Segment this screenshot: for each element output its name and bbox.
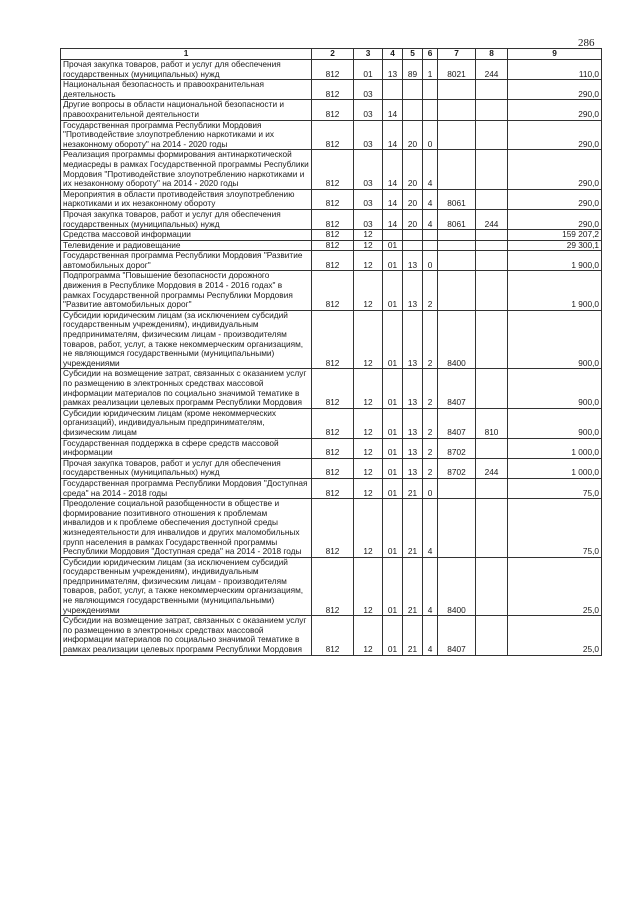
row-code-cell <box>438 230 476 241</box>
row-sum-cell: 290,0 <box>508 100 602 120</box>
row-code-cell: 812 <box>312 310 354 369</box>
row-code-cell: 812 <box>312 60 354 80</box>
row-code-cell: 0 <box>423 120 438 150</box>
row-code-cell: 244 <box>476 209 508 229</box>
row-code-cell: 4 <box>423 150 438 189</box>
row-code-cell: 12 <box>354 557 383 616</box>
row-code-cell <box>423 240 438 251</box>
row-code-cell <box>438 150 476 189</box>
row-code-cell: 244 <box>476 458 508 478</box>
row-code-cell: 0 <box>423 478 438 498</box>
row-name-cell: Государственная программа Республики Мордовия "Развитие автомобильных дорог" <box>61 251 312 271</box>
row-code-cell <box>438 80 476 100</box>
row-code-cell: 2 <box>423 458 438 478</box>
row-code-cell: 2 <box>423 310 438 369</box>
table-row <box>61 120 602 150</box>
row-code-cell: 812 <box>312 499 354 558</box>
row-code-cell: 2 <box>423 271 438 310</box>
row-code-cell: 03 <box>354 189 383 209</box>
header-cell: 1 <box>61 49 312 60</box>
row-code-cell: 13 <box>383 60 403 80</box>
row-name-cell: Субсидии на возмещение затрат, связанных с оказанием услуг по размещению в электронных средствах массовой информации материалов по социально значимой тематике в рамках реализации целевых программ Республики Мордовия <box>61 616 312 655</box>
row-code-cell: 14 <box>383 150 403 189</box>
table-row <box>61 557 602 616</box>
row-name-cell: Реализация программы формирования антинаркотической медиасреды в рамках Государственной программы Республики Мордовия "Противодействие злоупотреблению наркотиками и их незаконному обороту" на 2014 - 2020 годы <box>61 150 312 189</box>
row-name-cell: Средства массовой информации <box>61 230 312 241</box>
row-code-cell <box>476 499 508 558</box>
row-code-cell <box>438 478 476 498</box>
row-name-cell: Прочая закупка товаров, работ и услуг для обеспечения государственных (муниципальных) нужд <box>61 458 312 478</box>
row-name-cell: Субсидии юридическим лицам (за исключением субсидий государственным учреждениям), индивидуальным предпринимателям, физическим лицам - производителям товаров, работ, услуг, а также некоммерческим организациям, не являющимся государственными (муниципальными) учреждениями <box>61 557 312 616</box>
header-cell: 7 <box>438 49 476 60</box>
row-code-cell <box>476 240 508 251</box>
row-code-cell <box>476 369 508 408</box>
row-code-cell: 812 <box>312 120 354 150</box>
table-row <box>61 458 602 478</box>
table-row <box>61 271 602 310</box>
row-code-cell: 2 <box>423 408 438 438</box>
row-code-cell: 20 <box>403 209 423 229</box>
header-cell: 5 <box>403 49 423 60</box>
row-code-cell <box>403 100 423 120</box>
row-code-cell: 13 <box>403 251 423 271</box>
row-sum-cell: 25,0 <box>508 557 602 616</box>
row-code-cell <box>438 499 476 558</box>
row-code-cell: 2 <box>423 369 438 408</box>
row-code-cell <box>476 100 508 120</box>
row-code-cell <box>476 310 508 369</box>
row-code-cell: 0 <box>423 251 438 271</box>
row-name-cell: Национальная безопасность и правоохранительная деятельность <box>61 80 312 100</box>
row-code-cell: 01 <box>383 310 403 369</box>
row-name-cell: Другие вопросы в области национальной безопасности и правоохранительной деятельности <box>61 100 312 120</box>
row-code-cell: 14 <box>383 120 403 150</box>
row-code-cell: 12 <box>354 271 383 310</box>
row-code-cell: 03 <box>354 100 383 120</box>
row-code-cell: 89 <box>403 60 423 80</box>
row-code-cell <box>476 120 508 150</box>
table-body <box>61 60 602 656</box>
row-code-cell <box>476 251 508 271</box>
page-number: 286 <box>578 37 595 49</box>
header-cell: 8 <box>476 49 508 60</box>
row-code-cell <box>383 230 403 241</box>
row-code-cell <box>403 80 423 100</box>
row-name-cell: Субсидии на возмещение затрат, связанных с оказанием услуг по размещению в электронных средствах массовой информации материалов по социально значимой тематике в рамках реализации целевых программ Республики Мордовия <box>61 369 312 408</box>
row-code-cell: 812 <box>312 230 354 241</box>
row-code-cell: 01 <box>383 408 403 438</box>
row-code-cell <box>476 438 508 458</box>
row-code-cell: 13 <box>403 408 423 438</box>
row-code-cell: 03 <box>354 209 383 229</box>
row-code-cell: 8407 <box>438 369 476 408</box>
row-sum-cell: 290,0 <box>508 150 602 189</box>
header-cell: 9 <box>508 49 602 60</box>
row-code-cell: 20 <box>403 120 423 150</box>
row-code-cell: 8061 <box>438 209 476 229</box>
row-code-cell: 01 <box>383 240 403 251</box>
row-code-cell <box>423 100 438 120</box>
row-code-cell: 2 <box>423 438 438 458</box>
table-row <box>61 150 602 189</box>
row-sum-cell: 1 900,0 <box>508 271 602 310</box>
row-code-cell: 12 <box>354 438 383 458</box>
row-code-cell: 01 <box>383 499 403 558</box>
table-row <box>61 209 602 229</box>
table-row <box>61 616 602 655</box>
row-code-cell: 1 <box>423 60 438 80</box>
row-name-cell: Преодоление социальной разобщенности в обществе и формирование позитивного отношения к проблемам инвалидов и к проблеме обеспечения доступной среды жизнедеятельности для инвалидов и других маломобильных групп населения в рамках Государственной программы Республики Мордовия "Доступная среда" на 2014 - 2018 годы <box>61 499 312 558</box>
row-code-cell <box>403 230 423 241</box>
row-sum-cell: 900,0 <box>508 310 602 369</box>
row-code-cell: 21 <box>403 478 423 498</box>
header-cell: 4 <box>383 49 403 60</box>
row-code-cell: 13 <box>403 271 423 310</box>
table-row <box>61 80 602 100</box>
row-code-cell: 03 <box>354 120 383 150</box>
row-code-cell <box>403 240 423 251</box>
row-code-cell: 12 <box>354 240 383 251</box>
row-code-cell: 812 <box>312 100 354 120</box>
table-row <box>61 438 602 458</box>
table-row <box>61 478 602 498</box>
table-row <box>61 60 602 80</box>
row-sum-cell: 110,0 <box>508 60 602 80</box>
header-cell: 3 <box>354 49 383 60</box>
row-name-cell: Государственная программа Республики Мордовия "Доступная среда" на 2014 - 2018 годы <box>61 478 312 498</box>
row-code-cell: 13 <box>403 310 423 369</box>
row-name-cell: Телевидение и радиовещание <box>61 240 312 251</box>
row-code-cell: 01 <box>383 478 403 498</box>
row-code-cell: 812 <box>312 150 354 189</box>
row-code-cell: 12 <box>354 408 383 438</box>
row-name-cell: Прочая закупка товаров, работ и услуг для обеспечения государственных (муниципальных) нужд <box>61 209 312 229</box>
row-code-cell: 8400 <box>438 557 476 616</box>
row-code-cell: 4 <box>423 499 438 558</box>
row-code-cell: 8061 <box>438 189 476 209</box>
table-row <box>61 230 602 241</box>
row-code-cell: 812 <box>312 478 354 498</box>
row-code-cell: 812 <box>312 369 354 408</box>
row-code-cell: 812 <box>312 251 354 271</box>
row-code-cell <box>438 120 476 150</box>
row-code-cell: 12 <box>354 499 383 558</box>
row-sum-cell: 290,0 <box>508 80 602 100</box>
row-sum-cell: 290,0 <box>508 120 602 150</box>
row-code-cell <box>476 80 508 100</box>
row-code-cell: 01 <box>383 251 403 271</box>
row-sum-cell: 1 000,0 <box>508 458 602 478</box>
row-name-cell: Прочая закупка товаров, работ и услуг для обеспечения государственных (муниципальных) нужд <box>61 60 312 80</box>
row-sum-cell: 75,0 <box>508 478 602 498</box>
row-code-cell <box>438 240 476 251</box>
row-sum-cell: 25,0 <box>508 616 602 655</box>
row-code-cell <box>438 271 476 310</box>
row-code-cell: 01 <box>383 557 403 616</box>
header-cell: 2 <box>312 49 354 60</box>
row-name-cell: Государственная поддержка в сфере средств массовой информации <box>61 438 312 458</box>
row-code-cell: 812 <box>312 240 354 251</box>
row-code-cell: 03 <box>354 150 383 189</box>
row-code-cell <box>438 251 476 271</box>
row-sum-cell: 1 900,0 <box>508 251 602 271</box>
row-code-cell: 14 <box>383 209 403 229</box>
row-code-cell: 21 <box>403 557 423 616</box>
row-code-cell: 12 <box>354 478 383 498</box>
row-code-cell: 812 <box>312 189 354 209</box>
table-row <box>61 251 602 271</box>
row-code-cell <box>476 189 508 209</box>
row-sum-cell: 900,0 <box>508 369 602 408</box>
row-name-cell: Государственная программа Республики Мордовия "Противодействие злоупотреблению наркотиками и их незаконному обороту" на 2014 - 2020 годы <box>61 120 312 150</box>
row-sum-cell: 1 000,0 <box>508 438 602 458</box>
row-sum-cell: 29 300,1 <box>508 240 602 251</box>
row-code-cell: 14 <box>383 100 403 120</box>
row-sum-cell: 900,0 <box>508 408 602 438</box>
row-code-cell <box>476 478 508 498</box>
table-row <box>61 499 602 558</box>
row-code-cell <box>383 80 403 100</box>
row-code-cell: 812 <box>312 209 354 229</box>
row-code-cell: 812 <box>312 616 354 655</box>
table-row <box>61 100 602 120</box>
row-code-cell: 8702 <box>438 438 476 458</box>
row-code-cell: 20 <box>403 189 423 209</box>
row-code-cell: 13 <box>403 369 423 408</box>
row-code-cell <box>476 150 508 189</box>
row-code-cell: 21 <box>403 616 423 655</box>
row-code-cell: 12 <box>354 369 383 408</box>
row-code-cell: 01 <box>383 458 403 478</box>
table-row <box>61 369 602 408</box>
table-row <box>61 189 602 209</box>
table-row <box>61 240 602 251</box>
table-header-row <box>61 49 602 60</box>
row-code-cell: 21 <box>403 499 423 558</box>
table-row <box>61 310 602 369</box>
row-code-cell: 01 <box>383 616 403 655</box>
row-code-cell: 01 <box>383 271 403 310</box>
row-code-cell <box>476 616 508 655</box>
row-code-cell <box>476 230 508 241</box>
row-code-cell: 812 <box>312 80 354 100</box>
row-code-cell: 8407 <box>438 408 476 438</box>
row-code-cell: 810 <box>476 408 508 438</box>
row-code-cell: 812 <box>312 557 354 616</box>
row-code-cell: 4 <box>423 209 438 229</box>
budget-table <box>60 48 602 656</box>
row-code-cell: 12 <box>354 251 383 271</box>
row-name-cell: Субсидии юридическим лицам (за исключением субсидий государственным учреждениям), индивидуальным предпринимателям, физическим лицам - производителям товаров, работ, услуг, а также некоммерческим организациям, не являющимся государственными (муниципальными) учреждениями <box>61 310 312 369</box>
row-code-cell: 03 <box>354 80 383 100</box>
row-code-cell: 812 <box>312 408 354 438</box>
row-code-cell: 13 <box>403 438 423 458</box>
row-sum-cell: 159 207,2 <box>508 230 602 241</box>
row-code-cell: 01 <box>383 369 403 408</box>
row-code-cell: 14 <box>383 189 403 209</box>
table-row <box>61 408 602 438</box>
header-cell: 6 <box>423 49 438 60</box>
row-code-cell: 20 <box>403 150 423 189</box>
row-code-cell: 8021 <box>438 60 476 80</box>
row-name-cell: Субсидии юридическим лицам (кроме некоммерческих организаций), индивидуальным предпринимателям, физическим лицам <box>61 408 312 438</box>
row-code-cell <box>438 100 476 120</box>
row-code-cell: 4 <box>423 189 438 209</box>
row-code-cell: 812 <box>312 438 354 458</box>
row-code-cell: 244 <box>476 60 508 80</box>
row-code-cell: 4 <box>423 616 438 655</box>
row-code-cell: 4 <box>423 557 438 616</box>
row-sum-cell: 290,0 <box>508 189 602 209</box>
row-code-cell: 12 <box>354 310 383 369</box>
row-code-cell <box>476 557 508 616</box>
row-code-cell: 8400 <box>438 310 476 369</box>
row-code-cell: 12 <box>354 458 383 478</box>
row-name-cell: Подпрограмма "Повышение безопасности дорожного движения в Республике Мордовия в 2014 - 2016 годах" в рамках Государственной программы Республики Мордовия "Развитие автомобильных дорог" <box>61 271 312 310</box>
row-code-cell: 01 <box>383 438 403 458</box>
row-code-cell: 13 <box>403 458 423 478</box>
row-sum-cell: 75,0 <box>508 499 602 558</box>
row-code-cell <box>423 230 438 241</box>
row-code-cell: 812 <box>312 271 354 310</box>
row-code-cell <box>476 271 508 310</box>
row-name-cell: Мероприятия в области противодействия злоупотреблению наркотиками и их незаконному обороту <box>61 189 312 209</box>
row-code-cell <box>423 80 438 100</box>
row-code-cell: 12 <box>354 230 383 241</box>
row-code-cell: 12 <box>354 616 383 655</box>
row-sum-cell: 290,0 <box>508 209 602 229</box>
row-code-cell: 01 <box>354 60 383 80</box>
row-code-cell: 812 <box>312 458 354 478</box>
row-code-cell: 8407 <box>438 616 476 655</box>
row-code-cell: 8702 <box>438 458 476 478</box>
